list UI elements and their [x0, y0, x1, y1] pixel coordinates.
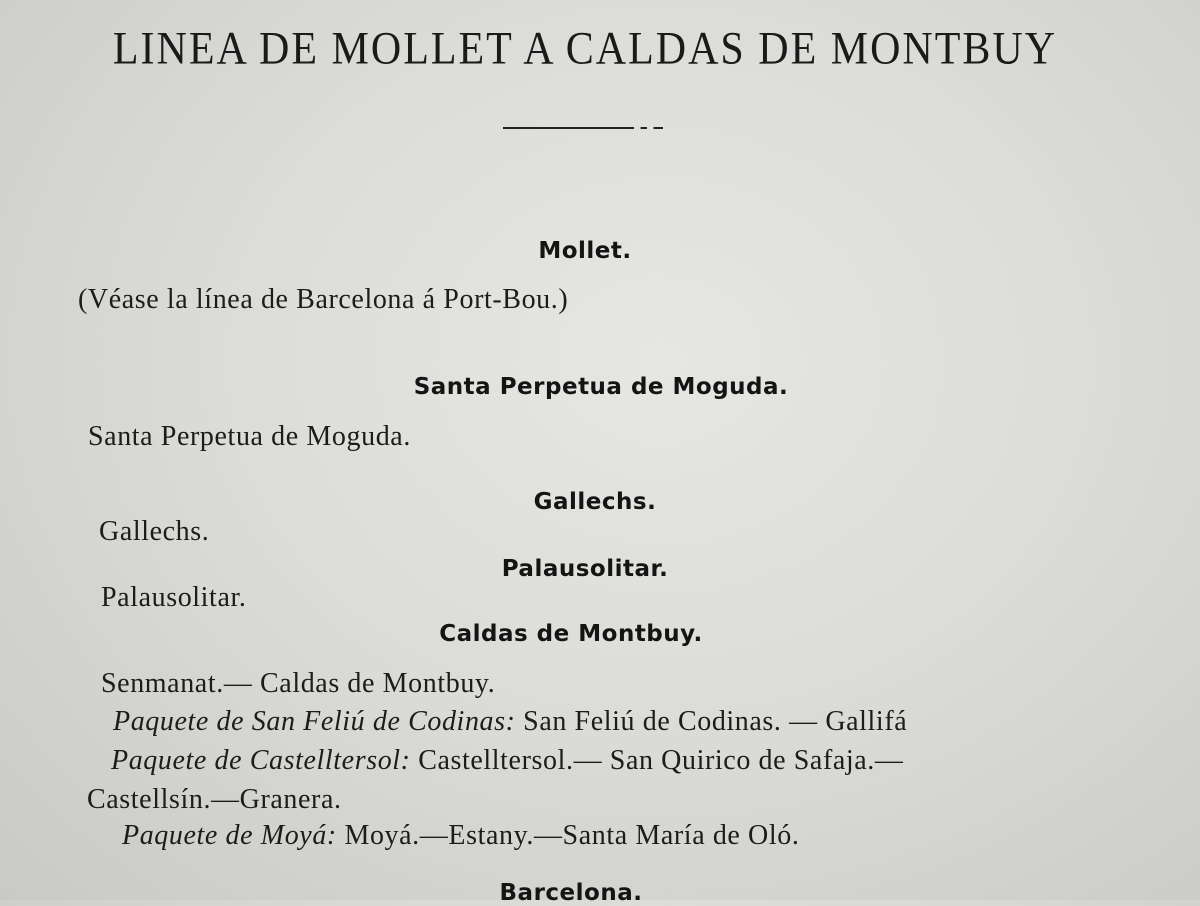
- section-text-palausolitar: Palausolitar.: [101, 582, 247, 613]
- paquete-stops: San Feliú de Codinas. — Gallifá: [515, 706, 908, 737]
- caldas-paquete-castelltersol: [111, 745, 904, 777]
- page-title: LINEA DE MOLLET A CALDAS DE MONTBUY: [112, 23, 1058, 75]
- section-heading-caldas: Caldas de Montbuy.: [439, 621, 703, 647]
- paquete-label: Paquete de Moyá:: [122, 820, 337, 851]
- paquete-stops: Moyá.—Estany.—Santa María de Oló.: [336, 820, 800, 851]
- paquete-stops: Castelltersol.— San Quirico de Safaja.—: [410, 745, 904, 776]
- section-text-mollet: (Véase la línea de Barcelona á Port-Bou.): [78, 284, 569, 315]
- caldas-paquete-san-feliu: [113, 706, 907, 738]
- paquete-label: Paquete de Castelltersol:: [111, 745, 411, 776]
- title-divider: [503, 127, 663, 129]
- section-text-gallechs: Gallechs.: [99, 516, 210, 547]
- section-heading-mollet: Mollet.: [538, 238, 632, 264]
- caldas-paquete-moya: [122, 820, 799, 852]
- section-heading-barcelona: Barcelona.: [499, 880, 643, 906]
- caldas-line-senmanat: Senmanat.— Caldas de Montbuy.: [101, 668, 496, 699]
- section-heading-santa-perpetua: Santa Perpetua de Moguda.: [413, 374, 789, 400]
- caldas-paquete-castelltersol-cont: Castellsín.—Granera.: [87, 784, 342, 815]
- section-text-santa-perpetua: Santa Perpetua de Moguda.: [88, 421, 411, 452]
- paquete-label: Paquete de San Feliú de Codinas:: [113, 706, 516, 737]
- section-heading-palausolitar: Palausolitar.: [501, 556, 669, 582]
- section-heading-gallechs: Gallechs.: [533, 489, 657, 515]
